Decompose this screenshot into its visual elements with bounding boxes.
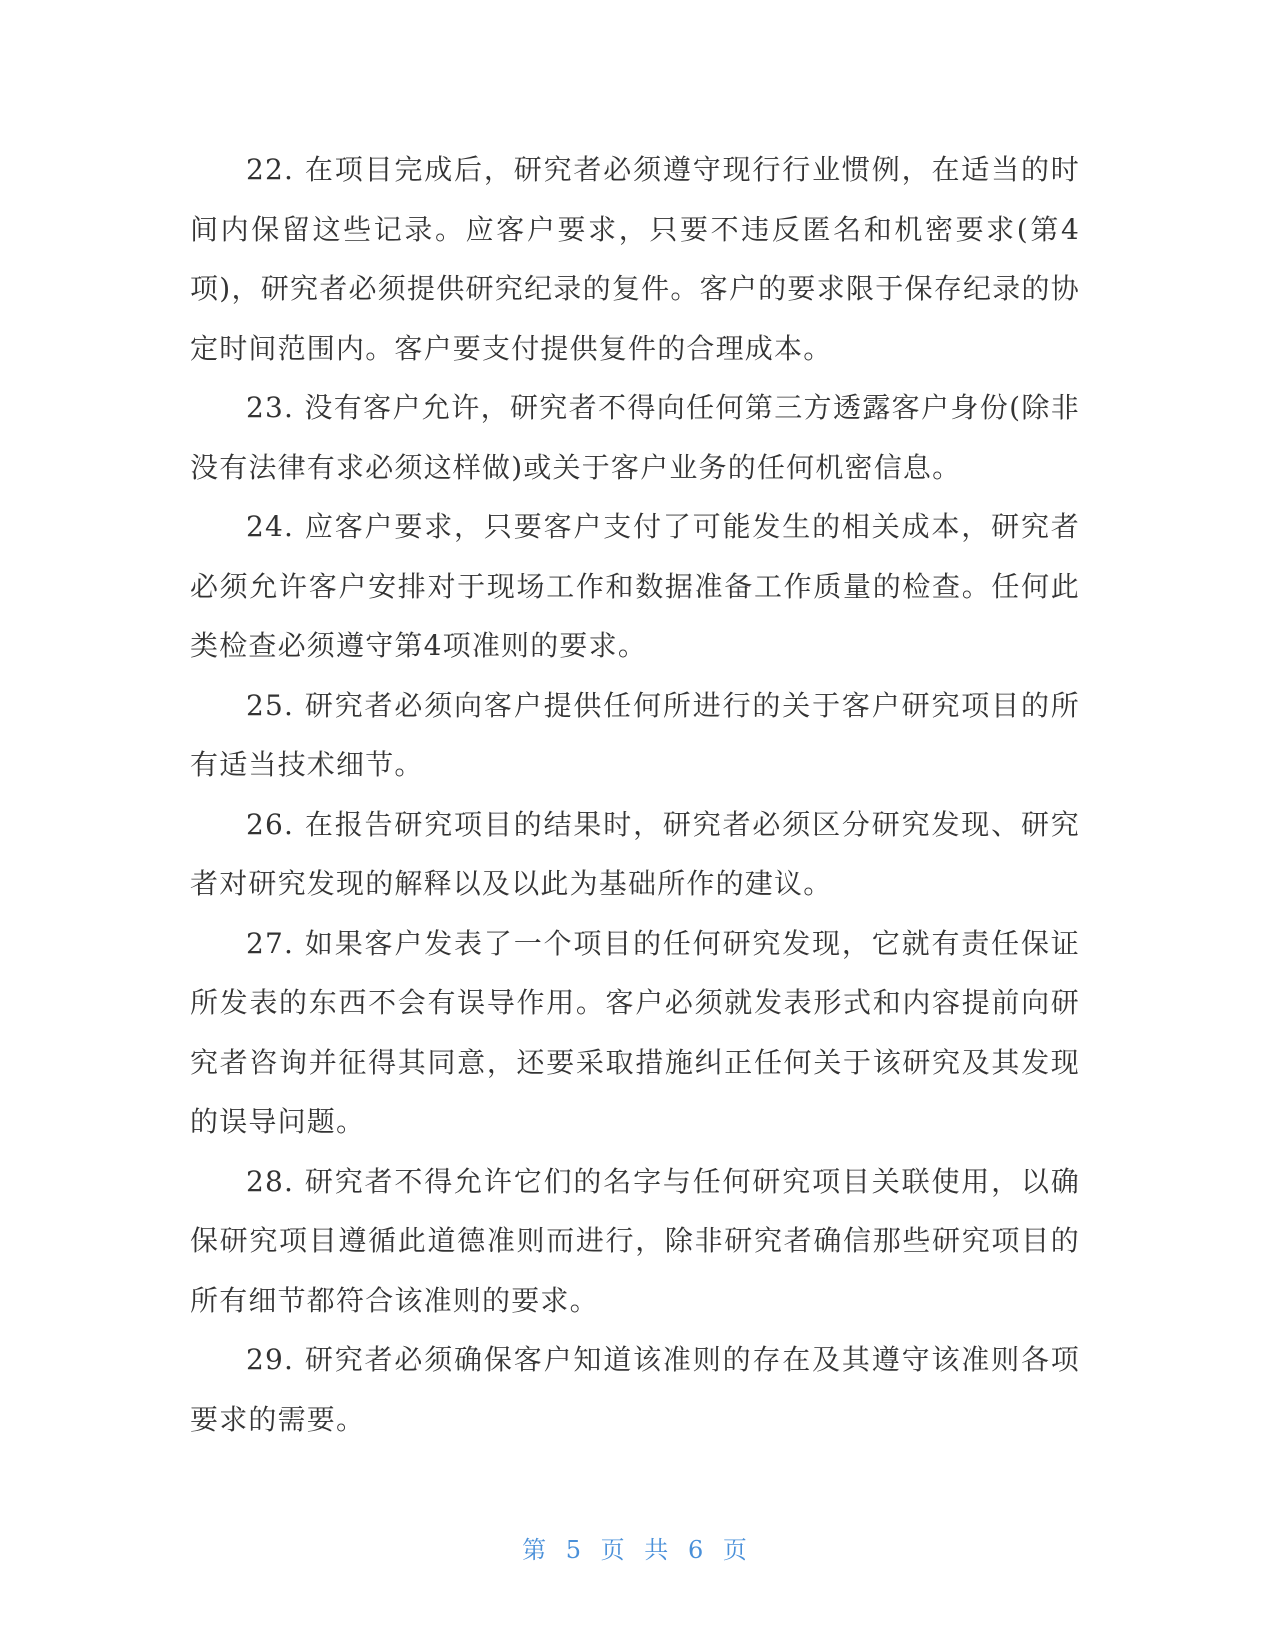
- paragraph-26: 26. 在报告研究项目的结果时，研究者必须区分研究发现、研究者对研究发现的解释以及以此为基础所作的建议。: [190, 807, 1080, 900]
- page-footer: [0, 1530, 1275, 1565]
- paragraph-27: 27. 如果客户发表了一个项目的任何研究发现，它就有责任保证所发表的东西不会有误导作用。客户必须就发表形式和内容提前向研究者咨询并征得其同意，还要采取措施纠正任何关于该研究及其发现的误导问题。: [190, 926, 1080, 1138]
- document-body: [190, 140, 1080, 1449]
- paragraph-25: 25. 研究者必须向客户提供任何所进行的关于客户研究项目的所有适当技术细节。: [190, 688, 1080, 781]
- paragraph-28: 28. 研究者不得允许它们的名字与任何研究项目关联使用，以确保研究项目遵循此道德准则而进行，除非研究者确信那些研究项目的所有细节都符合该准则的要求。: [190, 1164, 1080, 1317]
- paragraph-24: 24. 应客户要求，只要客户支付了可能发生的相关成本，研究者必须允许客户安排对于现场工作和数据准备工作质量的检查。任何此类检查必须遵守第4项准则的要求。: [190, 510, 1080, 662]
- paragraph-23: 23. 没有客户允许，研究者不得向任何第三方透露客户身份(除非没有法律有求必须这样做)或关于客户业务的任何机密信息。: [190, 391, 1080, 484]
- page-number-label: 第 5 页 共 6 页: [522, 1536, 753, 1564]
- paragraph-29: 29. 研究者必须确保客户知道该准则的存在及其遵守该准则各项要求的需要。: [190, 1343, 1080, 1436]
- paragraph-22: 22. 在项目完成后，研究者必须遵守现行行业惯例，在适当的时间内保留这些记录。应客户要求，只要不违反匿名和机密要求(第4项)，研究者必须提供研究纪录的复件。客户的要求限于保存纪录的协定时间范围内。客户要支付提供复件的合理成本。: [190, 153, 1080, 365]
